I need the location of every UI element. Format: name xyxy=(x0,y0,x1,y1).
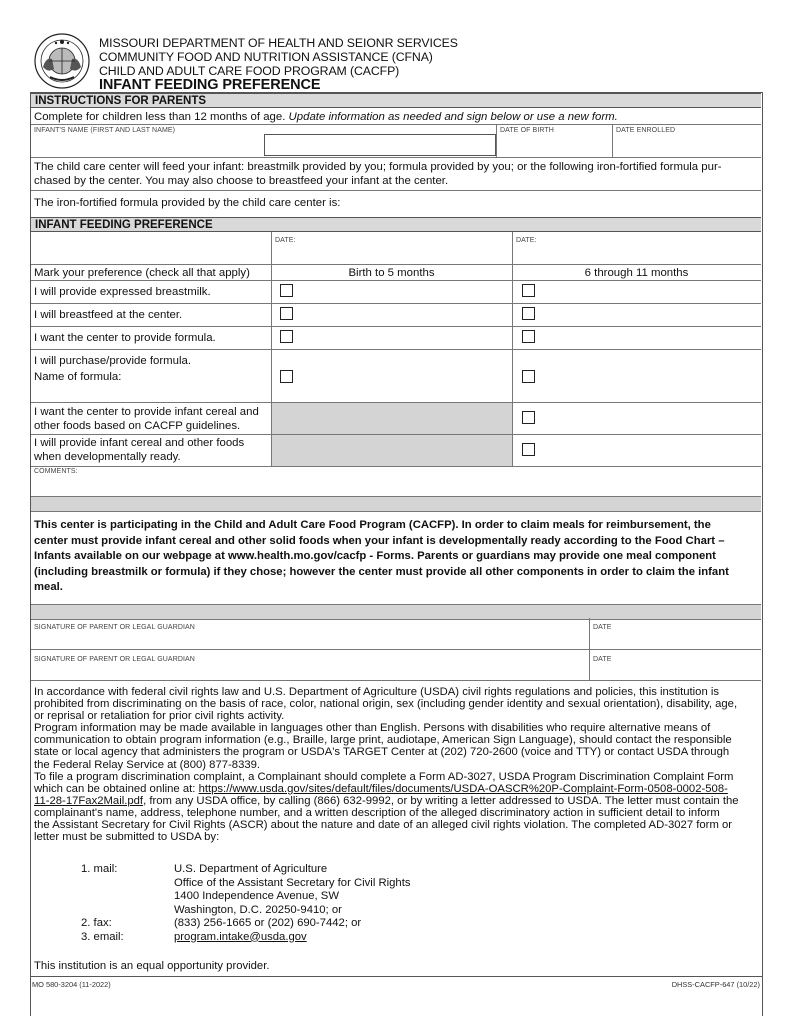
header-block xyxy=(99,36,458,93)
date-col1-label: DATE: xyxy=(275,237,296,244)
row-center-cereal-label: I want the center to provide infant cereal and other foods based on CACFP guidelines. xyxy=(34,406,259,432)
row-center-formula-label: I want the center to provide formula. xyxy=(34,332,216,344)
contact-labels: 1. mail: xyxy=(81,863,118,875)
signature-2-label: SIGNATURE OF PARENT OR LEGAL GUARDIAN xyxy=(34,656,195,663)
email-link[interactable]: program.intake@usda.gov xyxy=(174,930,307,943)
col-birth-5-months: Birth to 5 months xyxy=(348,267,435,279)
date-of-birth-label: DATE OF BIRTH xyxy=(500,127,554,134)
header-agency: MISSOURI DEPARTMENT OF HEALTH AND SEIONR SERVICES xyxy=(99,36,458,50)
mail-address: U.S. Department of Agriculture Office of the Assistant Secretary for Civil Rights 1400 Independence Avenue, SW Washington, D.C. 20250-9410; or xyxy=(174,863,411,916)
divider-bar xyxy=(31,496,761,512)
section-instructions-heading: INSTRUCTIONS FOR PARENTS xyxy=(31,93,761,108)
row-provide-formula-label: I will purchase/provide formula. Name of formula: xyxy=(34,355,192,383)
checkbox-breastmilk-6-11[interactable] xyxy=(522,284,535,297)
complaint-form-link-cont[interactable]: 11-28-17Fax2Mail.pdf xyxy=(34,794,144,807)
checkbox-provide-cereal-6-11[interactable] xyxy=(522,443,535,456)
date-enrolled-label: DATE ENROLLED xyxy=(616,127,676,134)
row-breastfeed-label: I will breastfeed at the center. xyxy=(34,309,183,321)
instructions-intro: Complete for children less than 12 months of age. Update information as needed and sign below or use a new form. xyxy=(34,111,618,123)
missouri-seal-icon xyxy=(34,33,90,89)
civil-rights-statement: In accordance with federal civil rights law and U.S. Department of Agriculture (USDA) civil rights regulations and policies, this institution is prohibited from discriminating on the basis of race, color, national origin, sex (including gender identity and sexual orientation), disability, age, or reprisal or retaliation for prior civil rights activity. Program information may be made available in languages other than English. Persons with disabilities who require alternative means of communication to obtain program information (e.g., Braille, large print, audiotape, American Sign Language), should contact the responsible state or local agency that administers the program or USDA's TARGET Center at (202) 720-2600 (voice and TTY) or contact USDA through the Federal Relay Service at (800) 877-8339. To file a program discrimination complaint, a Complainant should complete a Form AD-3027, USDA Program Discrimination Complaint Form which can be obtained online at: https://www.usda.gov/sites/default/files/documents/USDA-OASCR%20P-Complaint-Form-0508-0002-508- 11-28-17Fax2Mail.pdf, from any USDA office, by calling (866) 632-9992, or by writing a letter addressed to USDA. The letter must contain the complainant's name, address, telephone number, and a written description of the alleged discriminatory action in sufficient detail to inform the Assistant Secretary for Civil Rights (ASCR) about the nature and date of an alleged civil rights violation. The completed AD-3027 form or letter must be submitted to USDA by: xyxy=(34,686,739,844)
equal-opportunity: This institution is an equal opportunity provider. xyxy=(34,960,270,972)
checkbox-breastfeed-0-5[interactable] xyxy=(280,307,293,320)
infant-name-field[interactable] xyxy=(264,134,496,156)
fax-email-values: (833) 256-1665 or (202) 690-7442; or program.intake@usda.gov xyxy=(174,917,362,943)
checkbox-center-cereal-6-11[interactable] xyxy=(522,411,535,424)
date-col2-label: DATE: xyxy=(516,237,537,244)
col-6-11-months: 6 through 11 months xyxy=(584,267,689,279)
form-title: INFANT FEEDING PREFERENCE xyxy=(99,77,321,93)
row-provide-cereal-label: I will provide infant cereal and other foods when developmentally ready. xyxy=(34,437,245,463)
signature-1-label: SIGNATURE OF PARENT OR LEGAL GUARDIAN xyxy=(34,624,195,631)
feeding-options-text: The child care center will feed your infant: breastmilk provided by you; formula provided by you; or the following iron-fortified formula pur- chased by the center. You may also choose to breastfeed your infant at the center. xyxy=(34,161,722,187)
checkbox-center-formula-0-5[interactable] xyxy=(280,330,293,343)
checkbox-provide-formula-0-5[interactable] xyxy=(280,370,293,383)
checkbox-breastfeed-6-11[interactable] xyxy=(522,307,535,320)
checkbox-center-formula-6-11[interactable] xyxy=(522,330,535,343)
footer-form-id: DHSS-CACFP-647 (10/22) xyxy=(671,980,760,989)
row-expressed-breastmilk-label: I will provide expressed breastmilk. xyxy=(34,286,211,298)
mark-preference-label: Mark your preference (check all that apply) xyxy=(34,267,250,279)
section-preference-heading: INFANT FEEDING PREFERENCE xyxy=(31,217,761,232)
footer-form-number: MO 580-3204 (11-2022) xyxy=(32,980,111,989)
checkbox-breastmilk-0-5[interactable] xyxy=(280,284,293,297)
iron-formula-text: The iron-fortified formula provided by the child care center is: xyxy=(34,197,341,209)
header-program: CHILD AND ADULT CARE FOOD PROGRAM (CACFP) xyxy=(99,64,400,78)
header-division: COMMUNITY FOOD AND NUTRITION ASSISTANCE (CFNA) xyxy=(99,50,433,64)
infant-name-label: INFANT'S NAME (FIRST AND LAST NAME) xyxy=(34,127,176,134)
fax-email-labels: 2. fax: 3. email: xyxy=(81,917,124,943)
comments-label: COMMENTS: xyxy=(34,468,78,475)
cacfp-notice: This center is participating in the Child and Adult Care Food Program (CACFP). In order to claim meals for reimbursement, the center must provide infant cereal and other solid foods when your infant is developmentally ready according to the Food Chart – Infants available on our webpage at www.health.mo.gov/cacfp - Forms. Parents or guardians may provide one meal component (including breastmilk or formula) if they chose; however the center must provide all other components in order to claim the infant meal. xyxy=(34,519,729,594)
signature-2-date-label: DATE xyxy=(593,656,612,663)
divider-bar-2 xyxy=(31,604,761,620)
signature-1-date-label: DATE xyxy=(593,624,612,631)
checkbox-provide-formula-6-11[interactable] xyxy=(522,370,535,383)
complaint-form-link[interactable]: https://www.usda.gov/sites/default/files/documents/USDA-OASCR%20P-Complaint-Form-0508-0002-508- xyxy=(198,782,728,795)
